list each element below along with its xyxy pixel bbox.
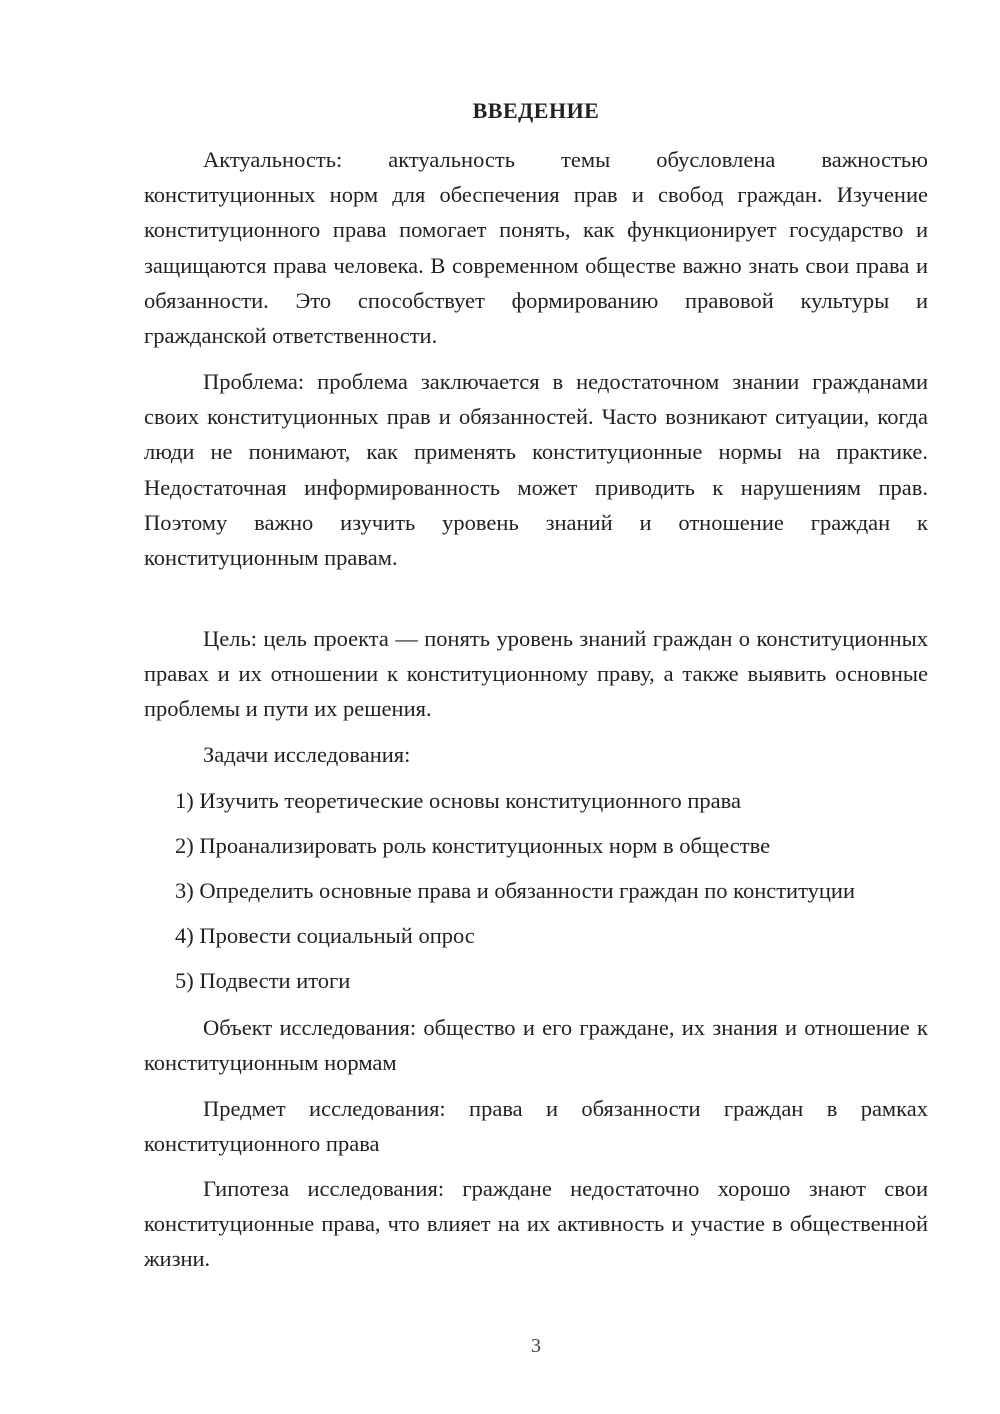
page-title: ВВЕДЕНИЕ — [472, 98, 600, 123]
paragraph-goal: Цель: цель проекта — понять уровень знаний граждан о конституционных правах и их отношении к конституционному праву, а также выявить основные проблемы и пути их решения. — [144, 626, 928, 722]
paragraph-subject: Предмет исследования: права и обязанности граждан в рамках конституционного права — [144, 1096, 928, 1157]
paragraph-hypothesis: Гипотеза исследования: граждане недостаточно хорошо знают свои конституционные права, что влияет на их активность и участие в общественной жизни. — [144, 1176, 928, 1272]
task-item-2: 2) Проанализировать роль конституционных норм в обществе — [175, 833, 771, 858]
paragraph-object: Объект исследования: общество и его граждане, их знания и отношение к конституционным нормам — [144, 1015, 928, 1076]
task-item-5: 5) Подвести итоги — [175, 968, 351, 993]
paragraph-relevance: Актуальность: актуальность темы обусловлена важностью конституционных норм для обеспечения прав и свобод граждан. Изучение конституционного права помогает понять, как функционирует государство и защищаются права человека. В современном обществе важно знать свои права и обязанности. Это способствует формированию правовой культуры и гражданской ответственности. — [144, 147, 928, 349]
task-item-4: 4) Провести социальный опрос — [175, 923, 475, 948]
task-item-1: 1) Изучить теоретические основы конституционного права — [175, 788, 741, 813]
tasks-heading: Задачи исследования: — [203, 742, 411, 767]
page-number: 3 — [531, 1335, 541, 1357]
paragraph-problem: Проблема: проблема заключается в недостаточном знании гражданами своих конституционных прав и обязанностей. Часто возникают ситуации, когда люди не понимают, как применять конституционные нормы на практике. Недостаточная информированность может приводить к нарушениям прав. Поэтому важно изучить уровень знаний и отношение граждан к конституционным правам. — [144, 369, 928, 571]
task-item-3: 3) Определить основные права и обязанности граждан по конституции — [175, 878, 855, 903]
